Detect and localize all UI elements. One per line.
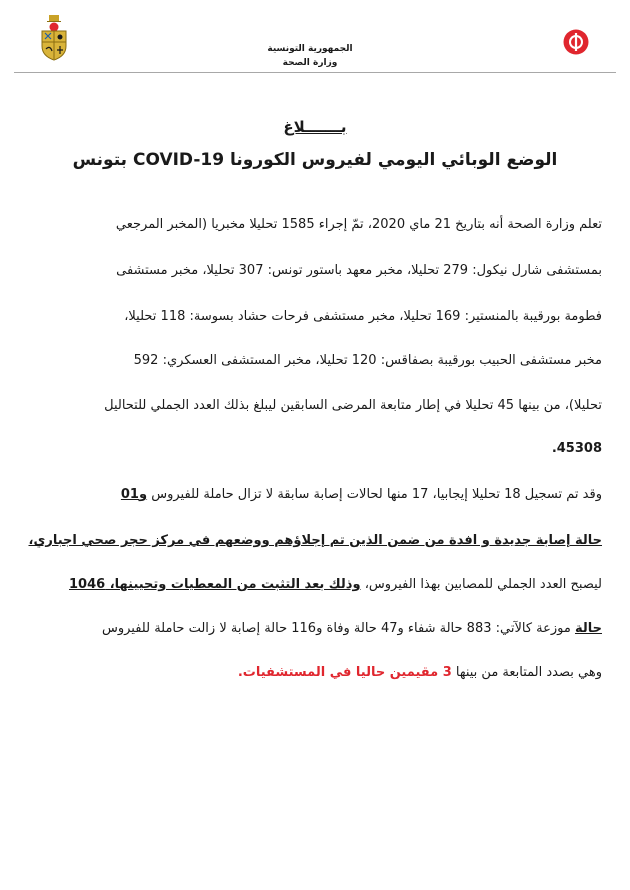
total-cases-phrase: وذلك بعد التثبت من المعطيات وتحيينها، 1046: [69, 577, 361, 592]
paragraph-2-line-4: [28, 618, 602, 640]
cases-breakdown: موزعة كالآتي: 883 حالة شفاء و47 حالة وفاة و116 حالة إصابة لا زالت حاملة للفيروس: [101, 621, 575, 636]
total-tests-count: 45308.: [551, 441, 602, 456]
paragraph-1-line-5: تحليلا)، من بينها 45 تحليلا في إطار متابعة المرضى السابقين ليبلغ بذلك العدد الجملي للتحاليل: [104, 398, 602, 413]
paragraph-2-line-3-text: ليصبح العدد الجملي للمصابين بهذا الفيروس،: [360, 577, 602, 592]
paragraph-2-line-1-text: وقد تم تسجيل 18 تحليلا إيجابيا، 17 منها لحالات إصابة سابقة لا تزال حاملة للفيروس: [147, 487, 602, 502]
ministry-logo-icon: [562, 28, 590, 56]
ministry-line-health: وزارة الصحة: [282, 58, 338, 68]
ministry-header: [240, 42, 380, 70]
announcement-heading: بـــــــلاغ: [283, 118, 347, 136]
paragraph-2-line-5: [28, 662, 602, 684]
hospitalized-count: 3 مقيمين حاليا في المستشفيات.: [237, 665, 452, 680]
header-divider: [14, 72, 616, 73]
paragraph-1-line-3: فطومة بورقيبة بالمنستير: 169 تحليلا، مخبر مستشفى فرحات حشاد بسوسة: 118 تحليلا،: [124, 309, 602, 324]
cases-word: حالة: [574, 621, 602, 636]
document-title: الوضع الوبائي اليومي لفيروس الكورونا COVID-19 بتونس: [72, 150, 558, 170]
coat-of-arms-icon: [36, 14, 72, 62]
paragraph-2-line-1: [28, 484, 602, 506]
paragraph-2-line-2: حالة إصابة جديدة و افدة من ضمن الذين تم إجلاؤهم ووضعهم في مركز حجر صحي اجباري،: [28, 533, 602, 548]
paragraph-2-line-3: [28, 574, 602, 596]
paragraph-1-line-2: بمستشفى شارل نيكول: 279 تحليلا، مخبر معهد باستور تونس: 307 تحليلا، مخبر مستشفى: [116, 263, 602, 278]
paragraph-2-line-5-text: وهي بصدد المتابعة من بينها: [451, 665, 602, 680]
ministry-line-republic: الجمهورية التونسية: [267, 44, 353, 54]
paragraph-1-line-1: تعلم وزارة الصحة أنه بتاريخ 21 ماي 2020، تمّ إجراء 1585 تحليلا مخبريا (المخبر المرجعي: [115, 217, 602, 232]
new-cases-count: و01: [120, 487, 148, 502]
paragraph-1-line-4: مخبر مستشفى الحبيب بورقيبة بصفاقس: 120 تحليلا، مخبر المستشفى العسكري: 592: [133, 353, 602, 368]
